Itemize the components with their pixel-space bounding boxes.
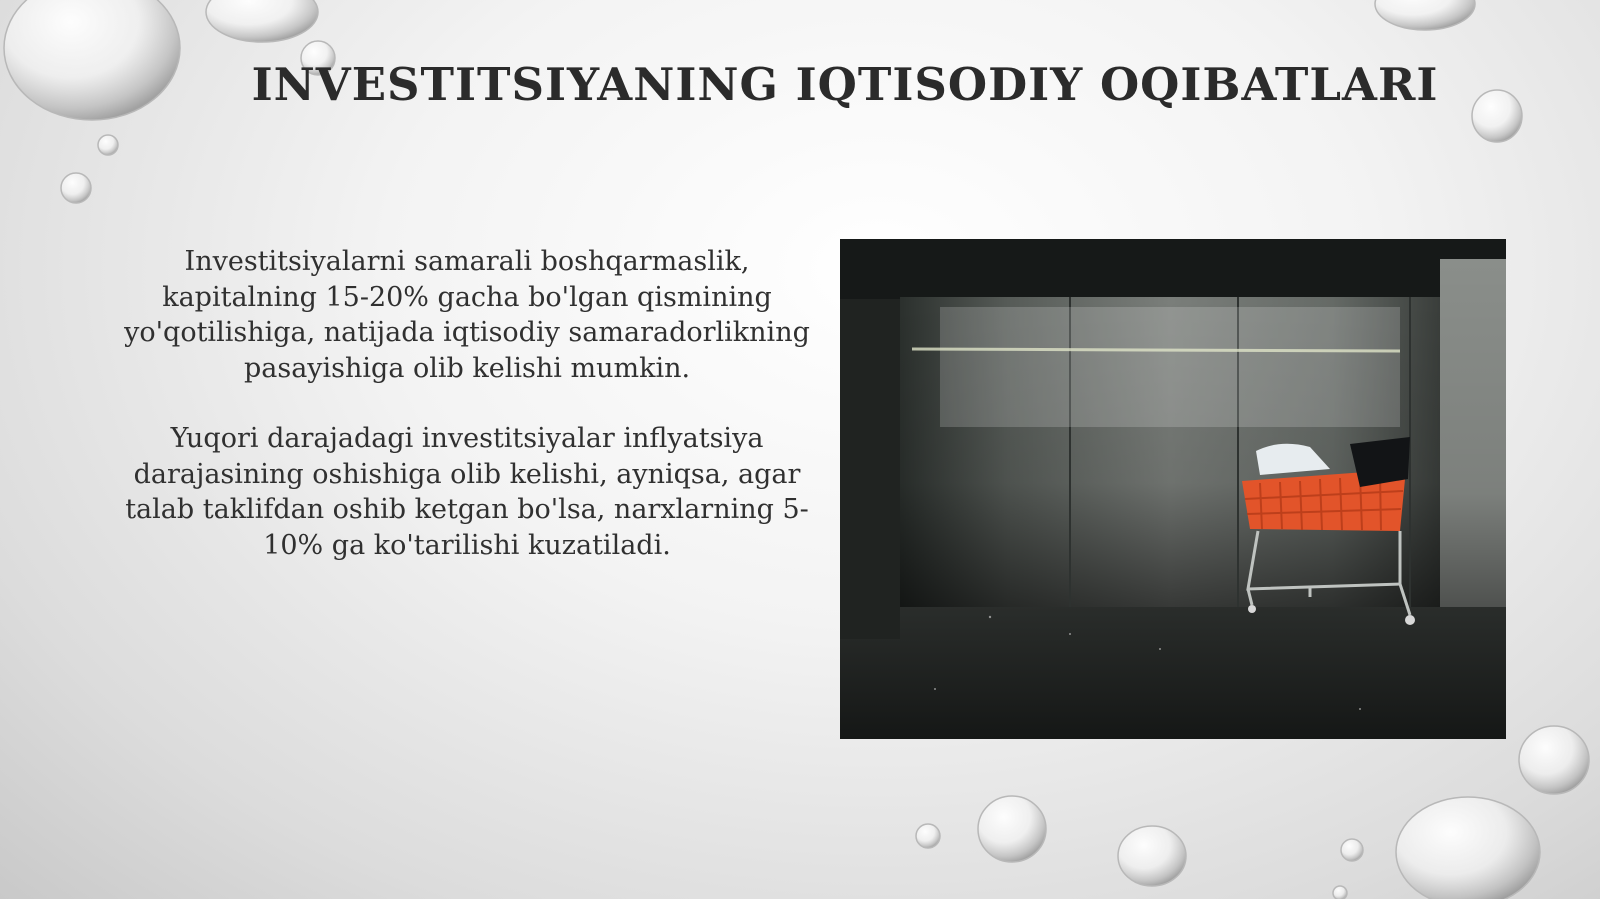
body-text [112, 244, 822, 598]
shopping-cart-photo [840, 239, 1506, 739]
paragraph-capital-loss: Investitsiyalarni samarali boshqarmaslik, kapitalning 15-20% gacha bo'lgan qismining yo'qotilishiga, natijada iqtisodiy samaradorlikning pasayishiga olib kelishi mumkin. [124, 246, 810, 384]
slide-title: INVESTITSIYANING IQTISODIY OQIBATLARI [251, 58, 1439, 111]
paragraph-inflation: Yuqori darajadagi investitsiyalar inflyatsiya darajasining oshishiga olib kelishi, ayniqsa, agar talab taklifdan oshib ketgan bo'lsa, narxlarning 5-10% ga ko'tarilishi kuzatiladi. [125, 423, 809, 561]
